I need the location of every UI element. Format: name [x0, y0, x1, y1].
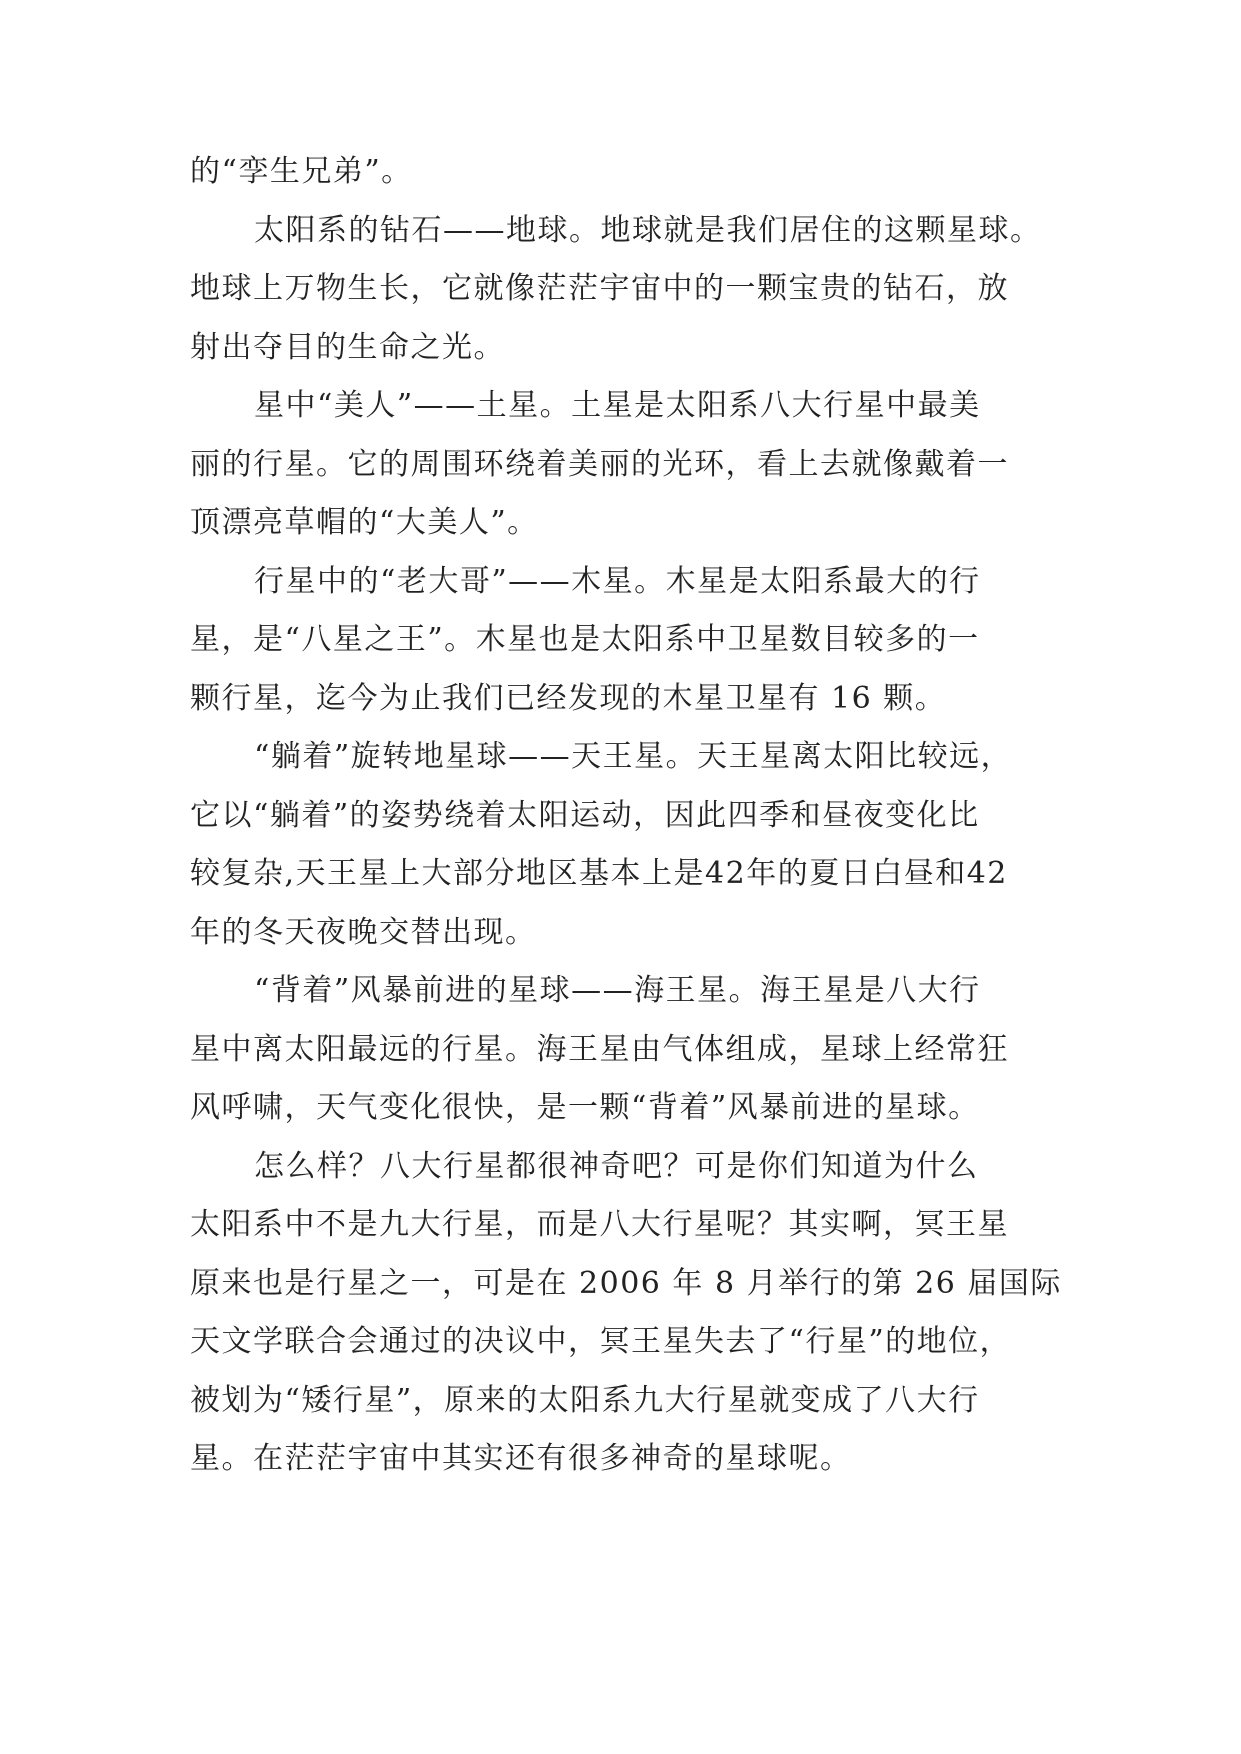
text-line: 的“孪生兄弟”。 [190, 154, 413, 189]
text-line: 它以“躺着”的姿势绕着太阳运动，因此四季和昼夜变化比 [190, 797, 980, 833]
text-line: 星。在茫茫宇宙中其实还有很多神奇的星球呢。 [190, 1441, 852, 1476]
document-body-text [190, 143, 1090, 1489]
text-line: 星中离太阳最远的行星。海王星由气体组成，星球上经常狂 [190, 1031, 1009, 1067]
text-line: 原来也是行星之一，可是在 2006 年 8 月举行的第 26 届国际 [190, 1265, 1062, 1301]
text-line: 太阳系中不是九大行星，而是八大行星呢？其实啊，冥王星 [190, 1207, 1009, 1242]
text-line: 顶漂亮草帽的“大美人”。 [190, 505, 539, 540]
text-line: 星，是“八星之王”。木星也是太阳系中卫星数目较多的一 [190, 622, 980, 657]
text-line: 较复杂,天王星上大部分地区基本上是42年的夏日白昼和42 [190, 856, 1008, 891]
text-line: “背着”风暴前进的星球——海王星。海王星是八大行 [254, 973, 981, 1008]
text-line: 风呼啸，天气变化很快，是一颗“背着”风暴前进的星球。 [190, 1090, 980, 1125]
text-line: 星中“美人”——土星。土星是太阳系八大行星中最美 [254, 388, 981, 423]
text-line: “躺着”旋转地星球——天王星。天王星离太阳比较远， [254, 739, 1013, 774]
text-line: 颗行星，迄今为止我们已经发现的木星卫星有 16 颗。 [190, 680, 947, 716]
text-line: 年的冬天夜晚交替出现。 [190, 914, 537, 950]
text-line: 射出夺目的生命之光。 [190, 329, 505, 365]
text-line: 怎么样？八大行星都很神奇吧？可是你们知道为什么 [254, 1148, 979, 1184]
text-line: 丽的行星。它的周围环绕着美丽的光环，看上去就像戴着一 [190, 446, 1009, 482]
text-line: 被划为“矮行星”，原来的太阳系九大行星就变成了八大行 [190, 1382, 980, 1418]
text-line: 天文学联合会通过的决议中，冥王星失去了“行星”的地位， [190, 1324, 1012, 1359]
text-line: 行星中的“老大哥”——木星。木星是太阳系最大的行 [254, 563, 981, 599]
text-line: 太阳系的钻石——地球。地球就是我们居住的这颗星球。 [254, 212, 1042, 248]
text-line: 地球上万物生长，它就像茫茫宇宙中的一颗宝贵的钻石，放 [190, 271, 1009, 306]
